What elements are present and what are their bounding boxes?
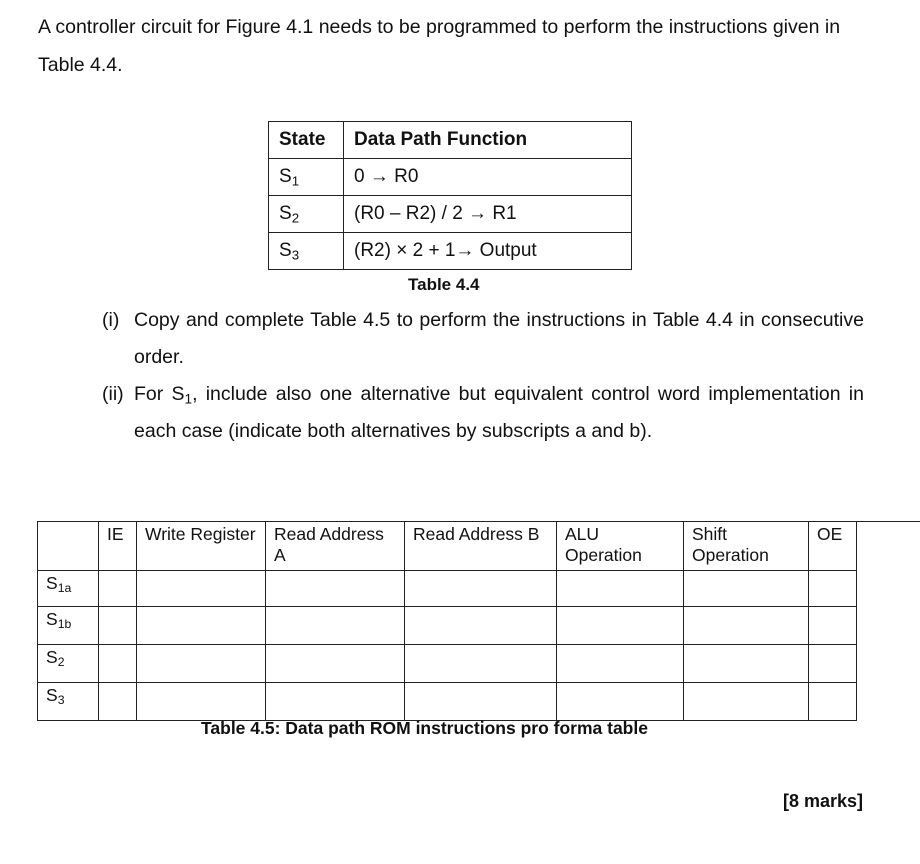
read-address-b-cell[interactable] — [405, 683, 557, 721]
oe-cell[interactable] — [809, 571, 857, 607]
table-row — [269, 233, 632, 270]
table-row — [38, 607, 857, 645]
read-address-a-cell[interactable] — [266, 607, 405, 645]
oe-cell[interactable] — [809, 607, 857, 645]
table45-header-alu: ALU Operation — [557, 522, 684, 571]
state-cell: $S_{1a}$ — [38, 571, 99, 607]
alu-operation-cell[interactable] — [557, 683, 684, 721]
table45-header-blank — [38, 522, 99, 571]
read-address-a-cell[interactable] — [266, 571, 405, 607]
intro-text: A controller circuit for Figure 4.1 needs to be programmed to perform the instructions given in Table 4.4. — [38, 16, 841, 76]
write-register-cell[interactable] — [137, 645, 266, 683]
shift-operation-cell[interactable] — [684, 571, 809, 607]
write-register-cell[interactable] — [137, 683, 266, 721]
ie-cell[interactable] — [99, 571, 137, 607]
table-row — [269, 196, 632, 233]
table45-header-shift: Shift Operation — [684, 522, 809, 571]
read-address-b-cell[interactable] — [405, 571, 557, 607]
table45-header-oe: OE — [809, 522, 857, 571]
read-address-b-cell[interactable] — [405, 645, 557, 683]
state-cell: $S_2$ — [38, 645, 99, 683]
table44-caption: Table 4.4 — [408, 275, 480, 294]
state-cell: $S_1$ — [269, 159, 344, 196]
oe-cell[interactable] — [809, 645, 857, 683]
ie-cell[interactable] — [99, 683, 137, 721]
state-cell: $S_{1b}$ — [38, 607, 99, 645]
question-list — [102, 302, 864, 450]
table-row — [38, 645, 857, 683]
table45-header-read-b: Read Address B — [405, 522, 557, 571]
item-number: (ii) — [102, 383, 124, 405]
marks-label: [8 marks] — [782, 791, 863, 811]
shift-operation-cell[interactable] — [684, 607, 809, 645]
table45-header-ie: IE — [99, 522, 137, 571]
alu-operation-cell[interactable] — [557, 571, 684, 607]
table-4-5 — [37, 521, 857, 721]
table44-header-function: Data Path Function — [344, 122, 632, 159]
function-cell: 0 → R0 — [344, 159, 632, 196]
oe-cell[interactable] — [809, 683, 857, 721]
alu-operation-cell[interactable] — [557, 607, 684, 645]
item-text: For $S_1$, include also one alternative but equivalent control word implementation in each case (indicate both alternatives by subscripts a and b). — [134, 383, 864, 442]
alu-operation-cell[interactable] — [557, 645, 684, 683]
table45-caption: Table 4.5: Data path ROM instructions pro forma table — [201, 718, 648, 738]
list-item — [102, 376, 864, 450]
write-register-cell[interactable] — [137, 607, 266, 645]
item-text: Copy and complete Table 4.5 to perform the instructions in Table 4.4 in consecutive order. — [134, 309, 864, 368]
list-item — [102, 302, 864, 376]
read-address-b-cell[interactable] — [405, 607, 557, 645]
table-row — [269, 159, 632, 196]
function-cell: (R2) × 2 + 1→ Output — [344, 233, 632, 270]
read-address-a-cell[interactable] — [266, 683, 405, 721]
function-cell: (R0 – R2) / 2 → R1 — [344, 196, 632, 233]
read-address-a-cell[interactable] — [266, 645, 405, 683]
table-row — [38, 571, 857, 607]
table-border-extension — [857, 521, 920, 522]
ie-cell[interactable] — [99, 645, 137, 683]
ie-cell[interactable] — [99, 607, 137, 645]
state-cell: $S_3$ — [269, 233, 344, 270]
table-4-4 — [268, 121, 632, 270]
shift-operation-cell[interactable] — [684, 645, 809, 683]
shift-operation-cell[interactable] — [684, 683, 809, 721]
table44-header-state: State — [269, 122, 344, 159]
state-cell: $S_2$ — [269, 196, 344, 233]
table-row — [38, 683, 857, 721]
table45-header-read-a: Read Address A — [266, 522, 405, 571]
table45-header-write-register: Write Register — [137, 522, 266, 571]
state-cell: $S_3$ — [38, 683, 99, 721]
item-number: (i) — [102, 309, 120, 331]
write-register-cell[interactable] — [137, 571, 266, 607]
